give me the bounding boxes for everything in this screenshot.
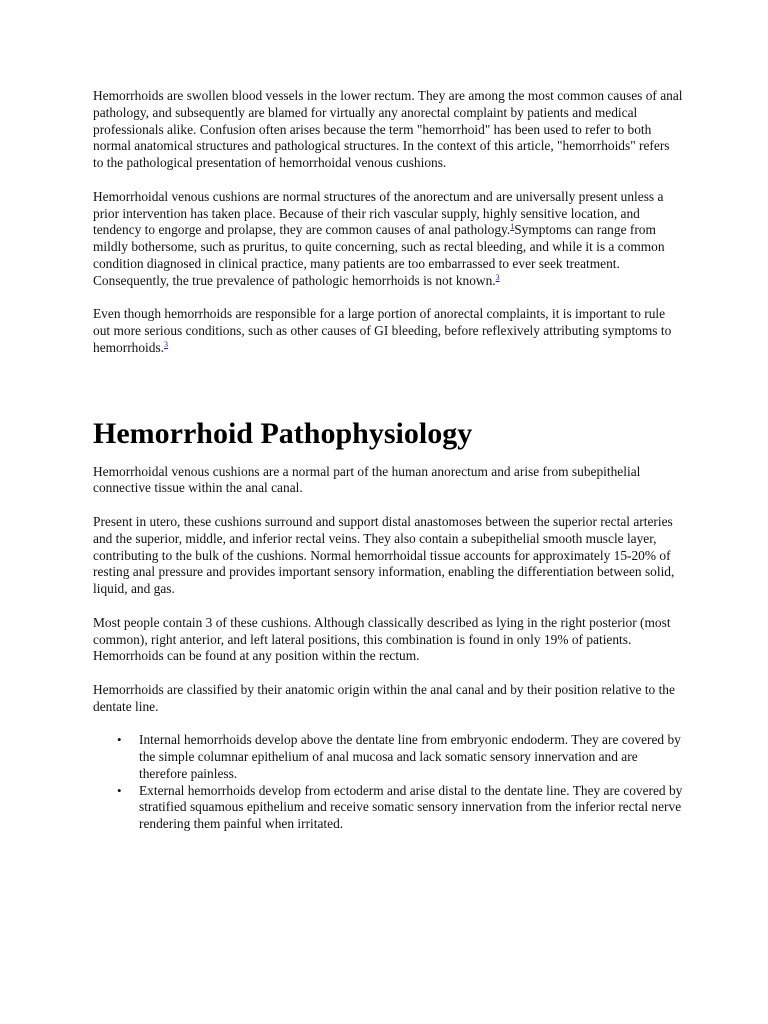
- section-paragraph-4: Hemorrhoids are classified by their anatomic origin within the anal canal and by their position relative to the dentate line.: [93, 681, 675, 714]
- intro-paragraph-1-text: Hemorrhoids are swollen blood vessels in the lower rectum. They are among the most common causes of anal pathology, and subsequently are blamed for virtually any anorectal complaint by patients and medical professionals alike. Confusion often arises because the term "hemorrhoid" has been used to refer to both normal anatomical structures and pathological structures. In the context of this article, "hemorrhoids" refers to the pathological presentation of hemorrhoidal venous cushions.: [93, 88, 683, 171]
- section-paragraph-2: Present in utero, these cushions surround and support distal anastomoses between the superior rectal arteries and the superior, middle, and inferior rectal veins. They also contain a subepithelial smooth muscle layer, contributing to the bulk of the cushions. Normal hemorrhoidal tissue accounts for approximately 15-20% of resting anal pressure and provides important sensory information, enabling the differentiation between solid, liquid, and gas.: [93, 513, 675, 597]
- intro-paragraph-2-text-a: Hemorrhoidal venous cushions are normal structures of the anorectum and are universally present unless a prior intervention has taken place. Because of their rich vascular supply, highly sensitive location, and tendency to engorge and prolapse, they are common causes of anal pathology.: [93, 188, 664, 238]
- reference-link-1[interactable]: 1: [510, 222, 515, 232]
- bullet-icon: •: [117, 732, 122, 748]
- intro-paragraph-2-text-b: Symptoms can range from mildly bothersome, such as pruritus, to quite concerning, such as rectal bleeding, and while it is a common condition diagnosed in clinical practice, many patients are too embarrassed to ever seek treatment. Consequently, the true prevalence of pathologic hemorrhoids is not known.: [93, 222, 665, 288]
- list-item: [117, 732, 683, 782]
- reference-link-3[interactable]: 3: [495, 272, 500, 282]
- classification-list: [93, 732, 683, 833]
- section-heading: Hemorrhoid Pathophysiology: [93, 416, 473, 450]
- intro-paragraph-1: [93, 88, 683, 172]
- section-paragraph-1: Hemorrhoidal venous cushions are a normal part of the human anorectum and arise from subepithelial connective tissue within the anal canal.: [93, 463, 641, 496]
- list-item-text: Internal hemorrhoids develop above the dentate line from embryonic endoderm. They are covered by the simple columnar epithelium of anal mucosa and lack somatic sensory innervation and are therefore painless.: [139, 732, 681, 781]
- document-body: [93, 88, 683, 833]
- intro-paragraph-2: [93, 189, 683, 290]
- section-paragraph-3: Most people contain 3 of these cushions. Although classically described as lying in the right posterior (most common), right anterior, and left lateral positions, this combination is found in only 19% of patients. Hemorrhoids can be found at any position within the rectum.: [93, 614, 671, 664]
- list-item: [117, 782, 683, 833]
- intro-paragraph-3: [93, 306, 683, 356]
- intro-paragraph-3-text: Even though hemorrhoids are responsible for a large portion of anorectal complaints, it is important to rule out more serious conditions, such as other causes of GI bleeding, before reflexively attributing symptoms to hemorrhoids.: [93, 306, 672, 355]
- section-spacer: [93, 374, 683, 416]
- list-item-text: External hemorrhoids develop from ectoderm and arise distal to the dentate line. They are covered by stratified squamous epithelium and receive somatic sensory innervation from the inferior rectal nerve rendering them painful when irritated.: [139, 782, 683, 832]
- reference-link-3b[interactable]: 3: [164, 339, 169, 349]
- bullet-icon: •: [117, 782, 122, 798]
